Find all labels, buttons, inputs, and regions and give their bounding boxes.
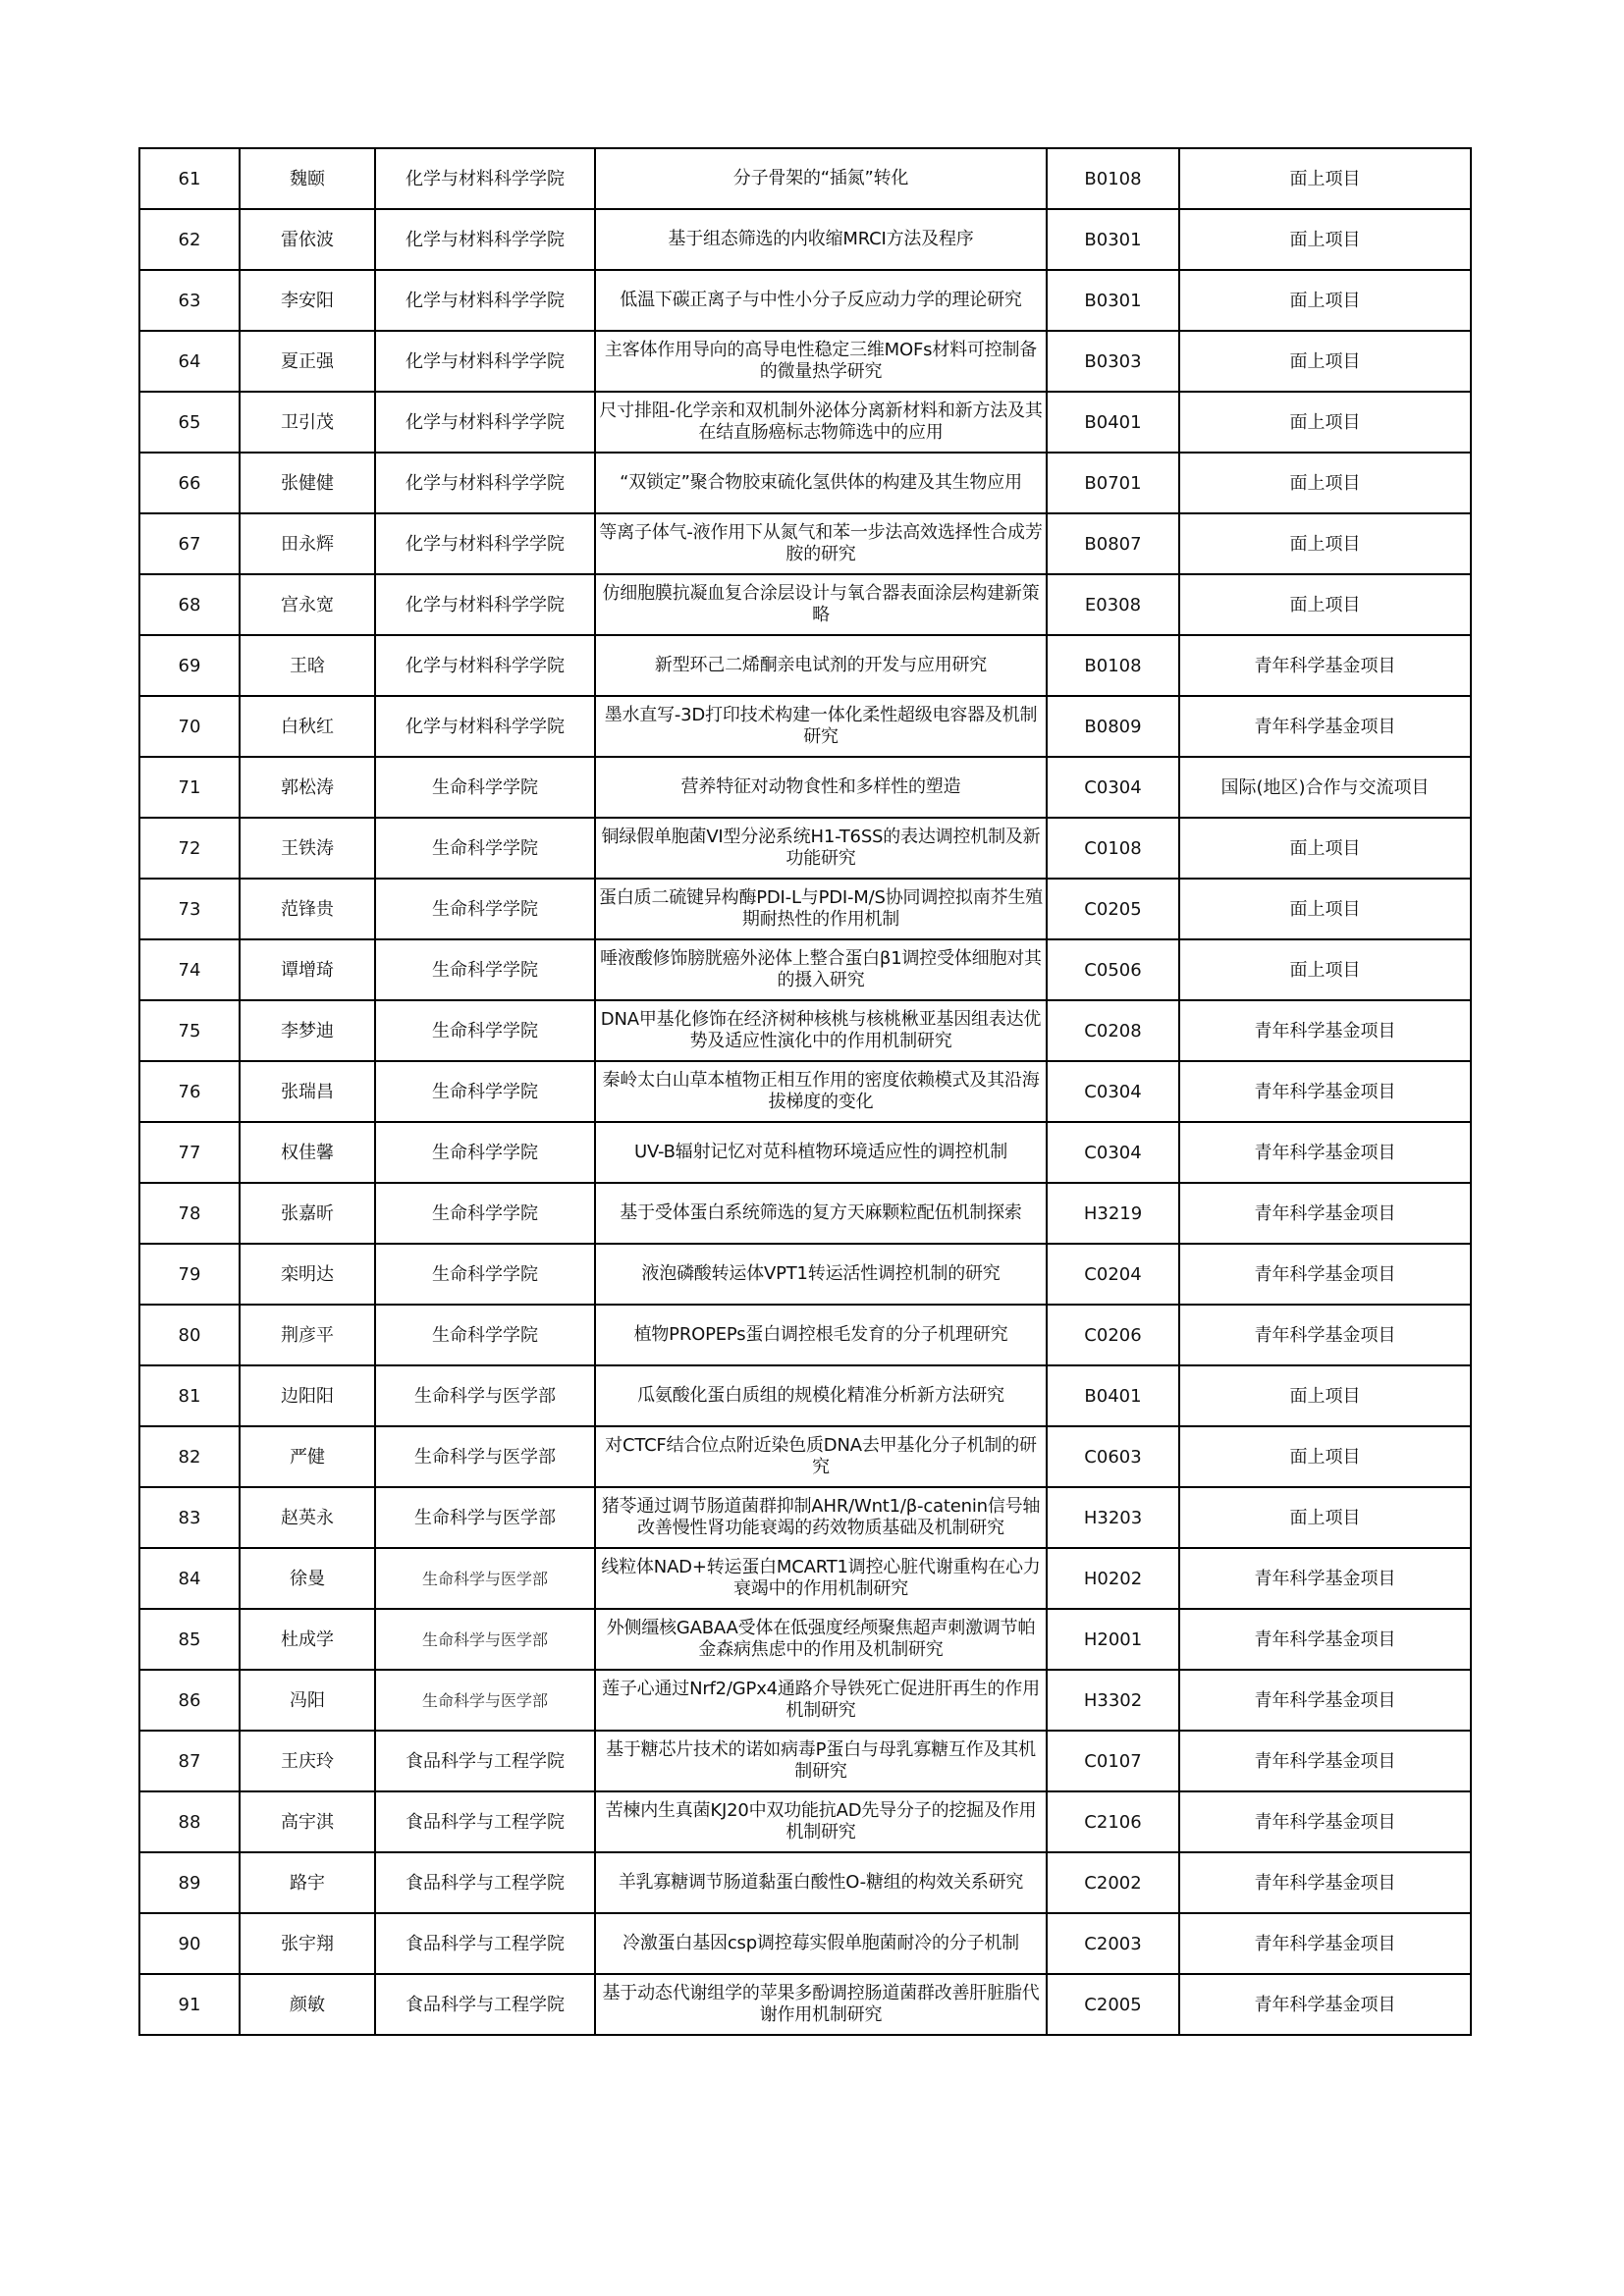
table-row (139, 453, 1471, 513)
department-cell: 生命科学学院 (375, 1305, 595, 1365)
project-title-cell: DNA甲基化修饰在经济树种核桃与核桃楸亚基因组表达优势及适应性演化中的作用机制研究 (595, 1000, 1047, 1061)
project-title-cell: 植物PROPEPs蛋白调控根毛发育的分子机理研究 (595, 1305, 1047, 1365)
table-row (139, 270, 1471, 331)
table-row (139, 1122, 1471, 1183)
project-type-cell: 面上项目 (1179, 1487, 1471, 1548)
department-cell: 生命科学与医学部 (375, 1670, 595, 1731)
row-number-cell: 73 (139, 879, 240, 939)
project-title-cell: 墨水直写-3D打印技术构建一体化柔性超级电容器及机制研究 (595, 696, 1047, 757)
table-row (139, 1000, 1471, 1061)
discipline-code-cell: C0205 (1047, 879, 1179, 939)
project-type-cell: 面上项目 (1179, 574, 1471, 635)
project-title-cell: 仿细胞膜抗凝血复合涂层设计与氧合器表面涂层构建新策略 (595, 574, 1047, 635)
discipline-code-cell: C0206 (1047, 1305, 1179, 1365)
project-title-cell: 基于受体蛋白系统筛选的复方天麻颗粒配伍机制探索 (595, 1183, 1047, 1244)
applicant-name-cell: 荆彦平 (240, 1305, 375, 1365)
applicant-name-cell: 李安阳 (240, 270, 375, 331)
applicant-name-cell: 张瑞昌 (240, 1061, 375, 1122)
project-title-cell: 液泡磷酸转运体VPT1转运活性调控机制的研究 (595, 1244, 1047, 1305)
department-cell: 化学与材料科学学院 (375, 453, 595, 513)
applicant-name-cell: 王铁涛 (240, 818, 375, 879)
discipline-code-cell: H0202 (1047, 1548, 1179, 1609)
discipline-code-cell: C2002 (1047, 1852, 1179, 1913)
project-type-cell: 面上项目 (1179, 879, 1471, 939)
discipline-code-cell: C0107 (1047, 1731, 1179, 1791)
row-number-cell: 63 (139, 270, 240, 331)
applicant-name-cell: 王晗 (240, 635, 375, 696)
project-title-cell: 唾液酸修饰膀胱癌外泌体上整合蛋白β1调控受体细胞对其的摄入研究 (595, 939, 1047, 1000)
project-type-cell: 青年科学基金项目 (1179, 1670, 1471, 1731)
project-title-cell: 羊乳寡糖调节肠道黏蛋白酸性O-糖组的构效关系研究 (595, 1852, 1047, 1913)
applicant-name-cell: 郭松涛 (240, 757, 375, 818)
discipline-code-cell: H2001 (1047, 1609, 1179, 1670)
project-title-cell: 铜绿假单胞菌VI型分泌系统H1-T6SS的表达调控机制及新功能研究 (595, 818, 1047, 879)
project-type-cell: 青年科学基金项目 (1179, 635, 1471, 696)
project-type-cell: 面上项目 (1179, 1365, 1471, 1426)
discipline-code-cell: C2005 (1047, 1974, 1179, 2035)
discipline-code-cell: B0303 (1047, 331, 1179, 392)
discipline-code-cell: C0304 (1047, 1122, 1179, 1183)
table-row (139, 1731, 1471, 1791)
department-cell: 生命科学与医学部 (375, 1609, 595, 1670)
row-number-cell: 85 (139, 1609, 240, 1670)
department-cell: 生命科学学院 (375, 1183, 595, 1244)
department-cell: 生命科学与医学部 (375, 1426, 595, 1487)
applicant-name-cell: 权佳馨 (240, 1122, 375, 1183)
table-row (139, 1305, 1471, 1365)
row-number-cell: 88 (139, 1791, 240, 1852)
project-list-table (138, 147, 1472, 2036)
table-row (139, 1487, 1471, 1548)
project-title-cell: 分子骨架的“插氮”转化 (595, 148, 1047, 209)
project-type-cell: 青年科学基金项目 (1179, 1913, 1471, 1974)
applicant-name-cell: 冯阳 (240, 1670, 375, 1731)
table-row (139, 635, 1471, 696)
row-number-cell: 61 (139, 148, 240, 209)
discipline-code-cell: C0304 (1047, 1061, 1179, 1122)
discipline-code-cell: C0304 (1047, 757, 1179, 818)
row-number-cell: 80 (139, 1305, 240, 1365)
row-number-cell: 90 (139, 1913, 240, 1974)
row-number-cell: 91 (139, 1974, 240, 2035)
row-number-cell: 74 (139, 939, 240, 1000)
row-number-cell: 76 (139, 1061, 240, 1122)
applicant-name-cell: 杜成学 (240, 1609, 375, 1670)
table-row (139, 818, 1471, 879)
applicant-name-cell: 宫永宽 (240, 574, 375, 635)
discipline-code-cell: H3203 (1047, 1487, 1179, 1548)
project-type-cell: 青年科学基金项目 (1179, 1974, 1471, 2035)
row-number-cell: 65 (139, 392, 240, 453)
table-row (139, 1244, 1471, 1305)
project-type-cell: 面上项目 (1179, 1426, 1471, 1487)
applicant-name-cell: 张宇翔 (240, 1913, 375, 1974)
project-title-cell: UV-B辐射记忆对苋科植物环境适应性的调控机制 (595, 1122, 1047, 1183)
table-row (139, 1670, 1471, 1731)
row-number-cell: 69 (139, 635, 240, 696)
row-number-cell: 78 (139, 1183, 240, 1244)
table-row (139, 331, 1471, 392)
applicant-name-cell: 李梦迪 (240, 1000, 375, 1061)
department-cell: 化学与材料科学学院 (375, 270, 595, 331)
department-cell: 生命科学与医学部 (375, 1365, 595, 1426)
project-title-cell: 莲子心通过Nrf2/GPx4通路介导铁死亡促进肝再生的作用机制研究 (595, 1670, 1047, 1731)
applicant-name-cell: 边阳阳 (240, 1365, 375, 1426)
department-cell: 化学与材料科学学院 (375, 331, 595, 392)
department-cell: 食品科学与工程学院 (375, 1731, 595, 1791)
project-type-cell: 青年科学基金项目 (1179, 1731, 1471, 1791)
project-type-cell: 青年科学基金项目 (1179, 696, 1471, 757)
row-number-cell: 82 (139, 1426, 240, 1487)
project-type-cell: 青年科学基金项目 (1179, 1852, 1471, 1913)
applicant-name-cell: 魏颐 (240, 148, 375, 209)
table-row (139, 1609, 1471, 1670)
project-title-cell: 苦楝内生真菌KJ20中双功能抗AD先导分子的挖掘及作用机制研究 (595, 1791, 1047, 1852)
applicant-name-cell: 卫引茂 (240, 392, 375, 453)
table-row (139, 148, 1471, 209)
applicant-name-cell: 张嘉昕 (240, 1183, 375, 1244)
project-title-cell: 等离子体气-液作用下从氮气和苯一步法高效选择性合成芳胺的研究 (595, 513, 1047, 574)
project-type-cell: 面上项目 (1179, 148, 1471, 209)
project-title-cell: 尺寸排阻-化学亲和双机制外泌体分离新材料和新方法及其在结直肠癌标志物筛选中的应用 (595, 392, 1047, 453)
row-number-cell: 77 (139, 1122, 240, 1183)
table-row (139, 1852, 1471, 1913)
applicant-name-cell: 谭增琦 (240, 939, 375, 1000)
project-type-cell: 青年科学基金项目 (1179, 1791, 1471, 1852)
department-cell: 生命科学学院 (375, 939, 595, 1000)
table-row (139, 574, 1471, 635)
project-type-cell: 青年科学基金项目 (1179, 1183, 1471, 1244)
department-cell: 食品科学与工程学院 (375, 1913, 595, 1974)
project-title-cell: 线粒体NAD+转运蛋白MCART1调控心脏代谢重构在心力衰竭中的作用机制研究 (595, 1548, 1047, 1609)
project-title-cell: 低温下碳正离子与中性小分子反应动力学的理论研究 (595, 270, 1047, 331)
row-number-cell: 68 (139, 574, 240, 635)
department-cell: 化学与材料科学学院 (375, 392, 595, 453)
table-row (139, 1365, 1471, 1426)
department-cell: 生命科学学院 (375, 1061, 595, 1122)
discipline-code-cell: H3219 (1047, 1183, 1179, 1244)
discipline-code-cell: C0108 (1047, 818, 1179, 879)
project-type-cell: 国际(地区)合作与交流项目 (1179, 757, 1471, 818)
department-cell: 化学与材料科学学院 (375, 574, 595, 635)
row-number-cell: 87 (139, 1731, 240, 1791)
department-cell: 食品科学与工程学院 (375, 1791, 595, 1852)
row-number-cell: 84 (139, 1548, 240, 1609)
table-row (139, 1913, 1471, 1974)
project-title-cell: 外侧缰核GABAA受体在低强度经颅聚焦超声刺激调节帕金森病焦虑中的作用及机制研究 (595, 1609, 1047, 1670)
discipline-code-cell: C2003 (1047, 1913, 1179, 1974)
discipline-code-cell: B0301 (1047, 209, 1179, 270)
project-title-cell: 冷激蛋白基因csp调控莓实假单胞菌耐冷的分子机制 (595, 1913, 1047, 1974)
department-cell: 化学与材料科学学院 (375, 209, 595, 270)
project-type-cell: 面上项目 (1179, 818, 1471, 879)
applicant-name-cell: 雷依波 (240, 209, 375, 270)
discipline-code-cell: B0401 (1047, 1365, 1179, 1426)
discipline-code-cell: H3302 (1047, 1670, 1179, 1731)
row-number-cell: 72 (139, 818, 240, 879)
discipline-code-cell: C2106 (1047, 1791, 1179, 1852)
department-cell: 生命科学学院 (375, 879, 595, 939)
applicant-name-cell: 白秋红 (240, 696, 375, 757)
project-title-cell: 瓜氨酸化蛋白质组的规模化精准分析新方法研究 (595, 1365, 1047, 1426)
table-row (139, 1974, 1471, 2035)
discipline-code-cell: B0807 (1047, 513, 1179, 574)
project-type-cell: 面上项目 (1179, 939, 1471, 1000)
department-cell: 生命科学学院 (375, 1122, 595, 1183)
project-title-cell: 秦岭太白山草本植物正相互作用的密度依赖模式及其沿海拔梯度的变化 (595, 1061, 1047, 1122)
discipline-code-cell: E0308 (1047, 574, 1179, 635)
project-type-cell: 面上项目 (1179, 270, 1471, 331)
project-title-cell: 对CTCF结合位点附近染色质DNA去甲基化分子机制的研究 (595, 1426, 1047, 1487)
project-type-cell: 面上项目 (1179, 513, 1471, 574)
project-type-cell: 青年科学基金项目 (1179, 1000, 1471, 1061)
project-title-cell: 主客体作用导向的高导电性稳定三维MOFs材料可控制备的微量热学研究 (595, 331, 1047, 392)
discipline-code-cell: C0204 (1047, 1244, 1179, 1305)
project-title-cell: 基于糖芯片技术的诺如病毒P蛋白与母乳寡糖互作及其机制研究 (595, 1731, 1047, 1791)
department-cell: 生命科学学院 (375, 1244, 595, 1305)
applicant-name-cell: 高宇淇 (240, 1791, 375, 1852)
project-type-cell: 青年科学基金项目 (1179, 1244, 1471, 1305)
row-number-cell: 67 (139, 513, 240, 574)
applicant-name-cell: 王庆玲 (240, 1731, 375, 1791)
discipline-code-cell: B0301 (1047, 270, 1179, 331)
project-title-cell: “双锁定”聚合物胶束硫化氢供体的构建及其生物应用 (595, 453, 1047, 513)
applicant-name-cell: 田永辉 (240, 513, 375, 574)
project-title-cell: 猪苓通过调节肠道菌群抑制AHR/Wnt1/β-catenin信号轴改善慢性肾功能衰竭的药效物质基础及机制研究 (595, 1487, 1047, 1548)
row-number-cell: 86 (139, 1670, 240, 1731)
applicant-name-cell: 栾明达 (240, 1244, 375, 1305)
department-cell: 化学与材料科学学院 (375, 148, 595, 209)
applicant-name-cell: 夏正强 (240, 331, 375, 392)
table-row (139, 209, 1471, 270)
department-cell: 生命科学学院 (375, 1000, 595, 1061)
table-row (139, 1791, 1471, 1852)
department-cell: 食品科学与工程学院 (375, 1852, 595, 1913)
project-title-cell: 新型环己二烯酮亲电试剂的开发与应用研究 (595, 635, 1047, 696)
row-number-cell: 66 (139, 453, 240, 513)
project-type-cell: 青年科学基金项目 (1179, 1305, 1471, 1365)
project-type-cell: 面上项目 (1179, 392, 1471, 453)
discipline-code-cell: B0401 (1047, 392, 1179, 453)
table-row (139, 1061, 1471, 1122)
row-number-cell: 62 (139, 209, 240, 270)
applicant-name-cell: 颜敏 (240, 1974, 375, 2035)
department-cell: 生命科学学院 (375, 818, 595, 879)
applicant-name-cell: 严健 (240, 1426, 375, 1487)
table-row (139, 879, 1471, 939)
applicant-name-cell: 徐曼 (240, 1548, 375, 1609)
applicant-name-cell: 路宇 (240, 1852, 375, 1913)
table-row (139, 757, 1471, 818)
table-row (139, 513, 1471, 574)
department-cell: 化学与材料科学学院 (375, 513, 595, 574)
applicant-name-cell: 赵英永 (240, 1487, 375, 1548)
row-number-cell: 89 (139, 1852, 240, 1913)
row-number-cell: 70 (139, 696, 240, 757)
table-row (139, 1183, 1471, 1244)
department-cell: 化学与材料科学学院 (375, 635, 595, 696)
project-type-cell: 青年科学基金项目 (1179, 1548, 1471, 1609)
project-type-cell: 面上项目 (1179, 209, 1471, 270)
discipline-code-cell: B0108 (1047, 148, 1179, 209)
project-title-cell: 基于组态筛选的内收缩MRCI方法及程序 (595, 209, 1047, 270)
department-cell: 生命科学与医学部 (375, 1548, 595, 1609)
table-row (139, 939, 1471, 1000)
project-type-cell: 青年科学基金项目 (1179, 1122, 1471, 1183)
discipline-code-cell: C0208 (1047, 1000, 1179, 1061)
discipline-code-cell: C0603 (1047, 1426, 1179, 1487)
discipline-code-cell: B0108 (1047, 635, 1179, 696)
applicant-name-cell: 范锋贵 (240, 879, 375, 939)
project-table-body (139, 148, 1471, 2035)
department-cell: 生命科学学院 (375, 757, 595, 818)
project-title-cell: 营养特征对动物食性和多样性的塑造 (595, 757, 1047, 818)
table-row (139, 696, 1471, 757)
row-number-cell: 81 (139, 1365, 240, 1426)
department-cell: 化学与材料科学学院 (375, 696, 595, 757)
discipline-code-cell: C0506 (1047, 939, 1179, 1000)
applicant-name-cell: 张健健 (240, 453, 375, 513)
project-type-cell: 青年科学基金项目 (1179, 1609, 1471, 1670)
row-number-cell: 64 (139, 331, 240, 392)
row-number-cell: 75 (139, 1000, 240, 1061)
project-type-cell: 青年科学基金项目 (1179, 1061, 1471, 1122)
discipline-code-cell: B0809 (1047, 696, 1179, 757)
department-cell: 食品科学与工程学院 (375, 1974, 595, 2035)
row-number-cell: 79 (139, 1244, 240, 1305)
table-row (139, 1548, 1471, 1609)
department-cell: 生命科学与医学部 (375, 1487, 595, 1548)
discipline-code-cell: B0701 (1047, 453, 1179, 513)
table-row (139, 392, 1471, 453)
row-number-cell: 83 (139, 1487, 240, 1548)
project-title-cell: 基于动态代谢组学的苹果多酚调控肠道菌群改善肝脏脂代谢作用机制研究 (595, 1974, 1047, 2035)
project-type-cell: 面上项目 (1179, 331, 1471, 392)
project-title-cell: 蛋白质二硫键异构酶PDI-L与PDI-M/S协同调控拟南芥生殖期耐热性的作用机制 (595, 879, 1047, 939)
table-row (139, 1426, 1471, 1487)
row-number-cell: 71 (139, 757, 240, 818)
project-type-cell: 面上项目 (1179, 453, 1471, 513)
